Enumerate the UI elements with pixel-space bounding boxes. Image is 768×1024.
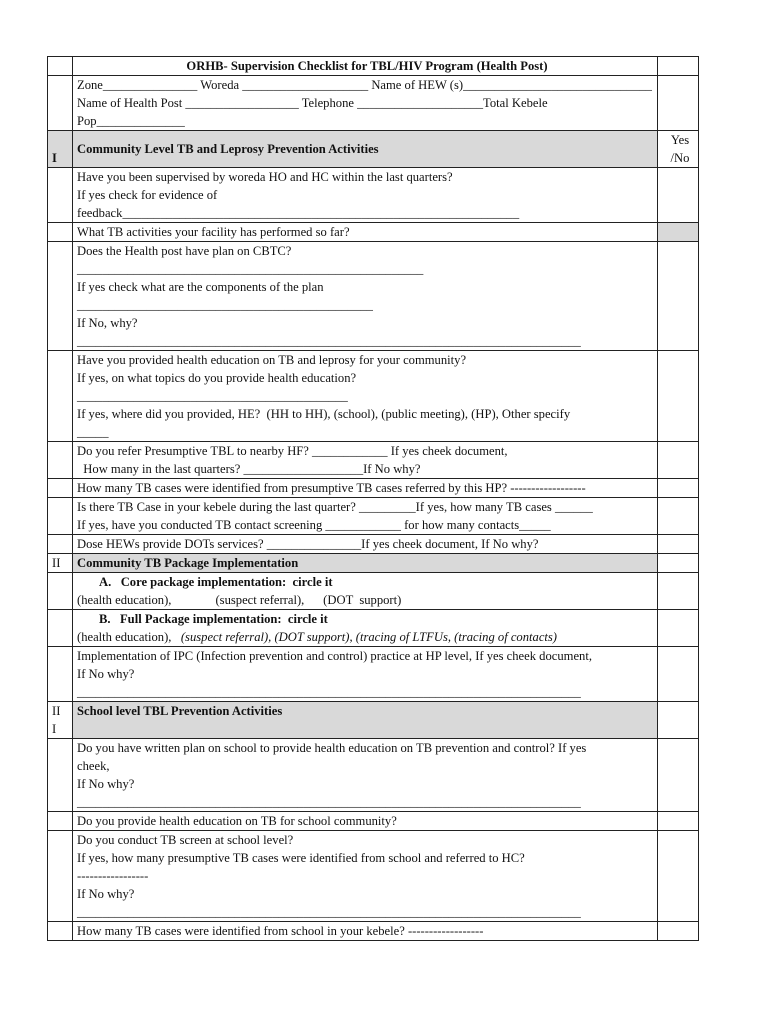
question-row	[48, 610, 699, 647]
answer-cell[interactable]	[658, 479, 699, 498]
full-package-options: (health education), (suspect referral), (DOT support), (tracing of LTFUs, (tracing of contacts)	[77, 630, 557, 644]
section-1-number: I	[48, 131, 73, 168]
question-row	[48, 535, 699, 554]
answer-cell[interactable]	[658, 812, 699, 831]
question-ipc: Implementation of IPC (Infection prevention and control) practice at HP level, If yes cheek document, If No why? ________________________________________________________________________________	[73, 647, 658, 702]
question-dots-services: Dose HEWs provide DOTs services? _______________If yes cheek document, If No why?	[73, 535, 658, 554]
question-row	[48, 831, 699, 922]
answer-cell[interactable]	[658, 739, 699, 812]
core-package-title: A. Core package implementation: circle it	[99, 575, 333, 589]
answer-cell[interactable]	[658, 242, 699, 351]
pop-line: Pop______________	[77, 114, 185, 128]
question-row	[48, 168, 699, 223]
answer-cell[interactable]	[658, 922, 699, 941]
question-tb-activities: What TB activities your facility has performed so far?	[73, 223, 658, 242]
answer-cell[interactable]	[658, 535, 699, 554]
question-health-education: Have you provided health education on TB and leprosy for your community? If yes, on what topics do you provide health education? ___________________________________________ If yes, where did you provided, HE? (HH to HH), (school), (public meeting), (HP), Other specify _____	[73, 351, 658, 442]
question-row	[48, 479, 699, 498]
section-3-number: II I	[48, 702, 73, 739]
question-refer-presumptive: Do you refer Presumptive TBL to nearby HF? ____________ If yes cheek document, How many in the last quarters? ___________________If No why?	[73, 442, 658, 479]
question-school-tb-cases: How many TB cases were identified from school in your kebele? ------------------	[73, 922, 658, 941]
answer-cell[interactable]	[658, 168, 699, 223]
question-row	[48, 573, 699, 610]
question-row	[48, 498, 699, 535]
question-supervised: Have you been supervised by woreda HO and HC within the last quarters? If yes check for evidence of feedback_______________________________________________________________	[73, 168, 658, 223]
section-1-title: Community Level TB and Leprosy Prevention Activities	[73, 131, 658, 168]
question-tb-cases-identified: How many TB cases were identified from presumptive TB cases referred by this HP? ------------------	[73, 479, 658, 498]
full-package	[73, 610, 658, 647]
question-row	[48, 242, 699, 351]
question-row	[48, 922, 699, 941]
checklist-table	[47, 56, 699, 941]
page-title: ORHB- Supervision Checklist for TBL/HIV Program (Health Post)	[73, 57, 658, 76]
core-package	[73, 573, 658, 610]
question-school-screen: Do you conduct TB screen at school level? If yes, how many presumptive TB cases were identified from school and referred to HC? ----------------- If No why? ________________________________________________________________________________	[73, 831, 658, 922]
answer-cell[interactable]	[658, 498, 699, 535]
health-post-line: Name of Health Post __________________ Telephone ____________________Total Kebele	[77, 96, 548, 110]
answer-cell[interactable]	[658, 610, 699, 647]
answer-cell[interactable]	[658, 831, 699, 922]
section-2-title: Community TB Package Implementation	[73, 554, 658, 573]
section-2-number: II	[48, 554, 73, 573]
yes-no-header: Yes /No	[658, 131, 699, 168]
question-row	[48, 739, 699, 812]
question-row	[48, 647, 699, 702]
core-package-options: (health education), (suspect referral), (DOT support)	[77, 593, 402, 607]
answer-cell[interactable]	[658, 647, 699, 702]
question-row	[48, 442, 699, 479]
question-cbtc-plan: Does the Health post have plan on CBTC? _______________________________________________________ If yes check what are the components of the plan _______________________________________________ If No, why? ________________________________________________________________________________	[73, 242, 658, 351]
answer-cell	[658, 223, 699, 242]
answer-cell[interactable]	[658, 573, 699, 610]
zone-woreda-line: Zone_______________ Woreda ____________________ Name of HEW (s)______________________________	[77, 78, 652, 92]
section-3-header	[48, 702, 699, 739]
question-school-health-education: Do you provide health education on TB for school community?	[73, 812, 658, 831]
section-2-header	[48, 554, 699, 573]
section-1-header	[48, 131, 699, 168]
question-tb-case-kebele: Is there TB Case in your kebele during the last quarter? _________If yes, how many TB cases ______ If yes, have you conducted TB contact screening ____________ for how many contacts_____	[73, 498, 658, 535]
question-row	[48, 223, 699, 242]
header-info	[73, 76, 658, 131]
answer-cell[interactable]	[658, 442, 699, 479]
header-info-row	[48, 76, 699, 131]
question-school-plan: Do you have written plan on school to provide health education on TB prevention and control? If yes cheek, If No why? ________________________________________________________________________________	[73, 739, 658, 812]
question-row	[48, 812, 699, 831]
question-row	[48, 351, 699, 442]
title-row	[48, 57, 699, 76]
section-3-title: School level TBL Prevention Activities	[73, 702, 658, 739]
full-package-title: B. Full Package implementation: circle it	[99, 612, 328, 626]
answer-cell[interactable]	[658, 351, 699, 442]
